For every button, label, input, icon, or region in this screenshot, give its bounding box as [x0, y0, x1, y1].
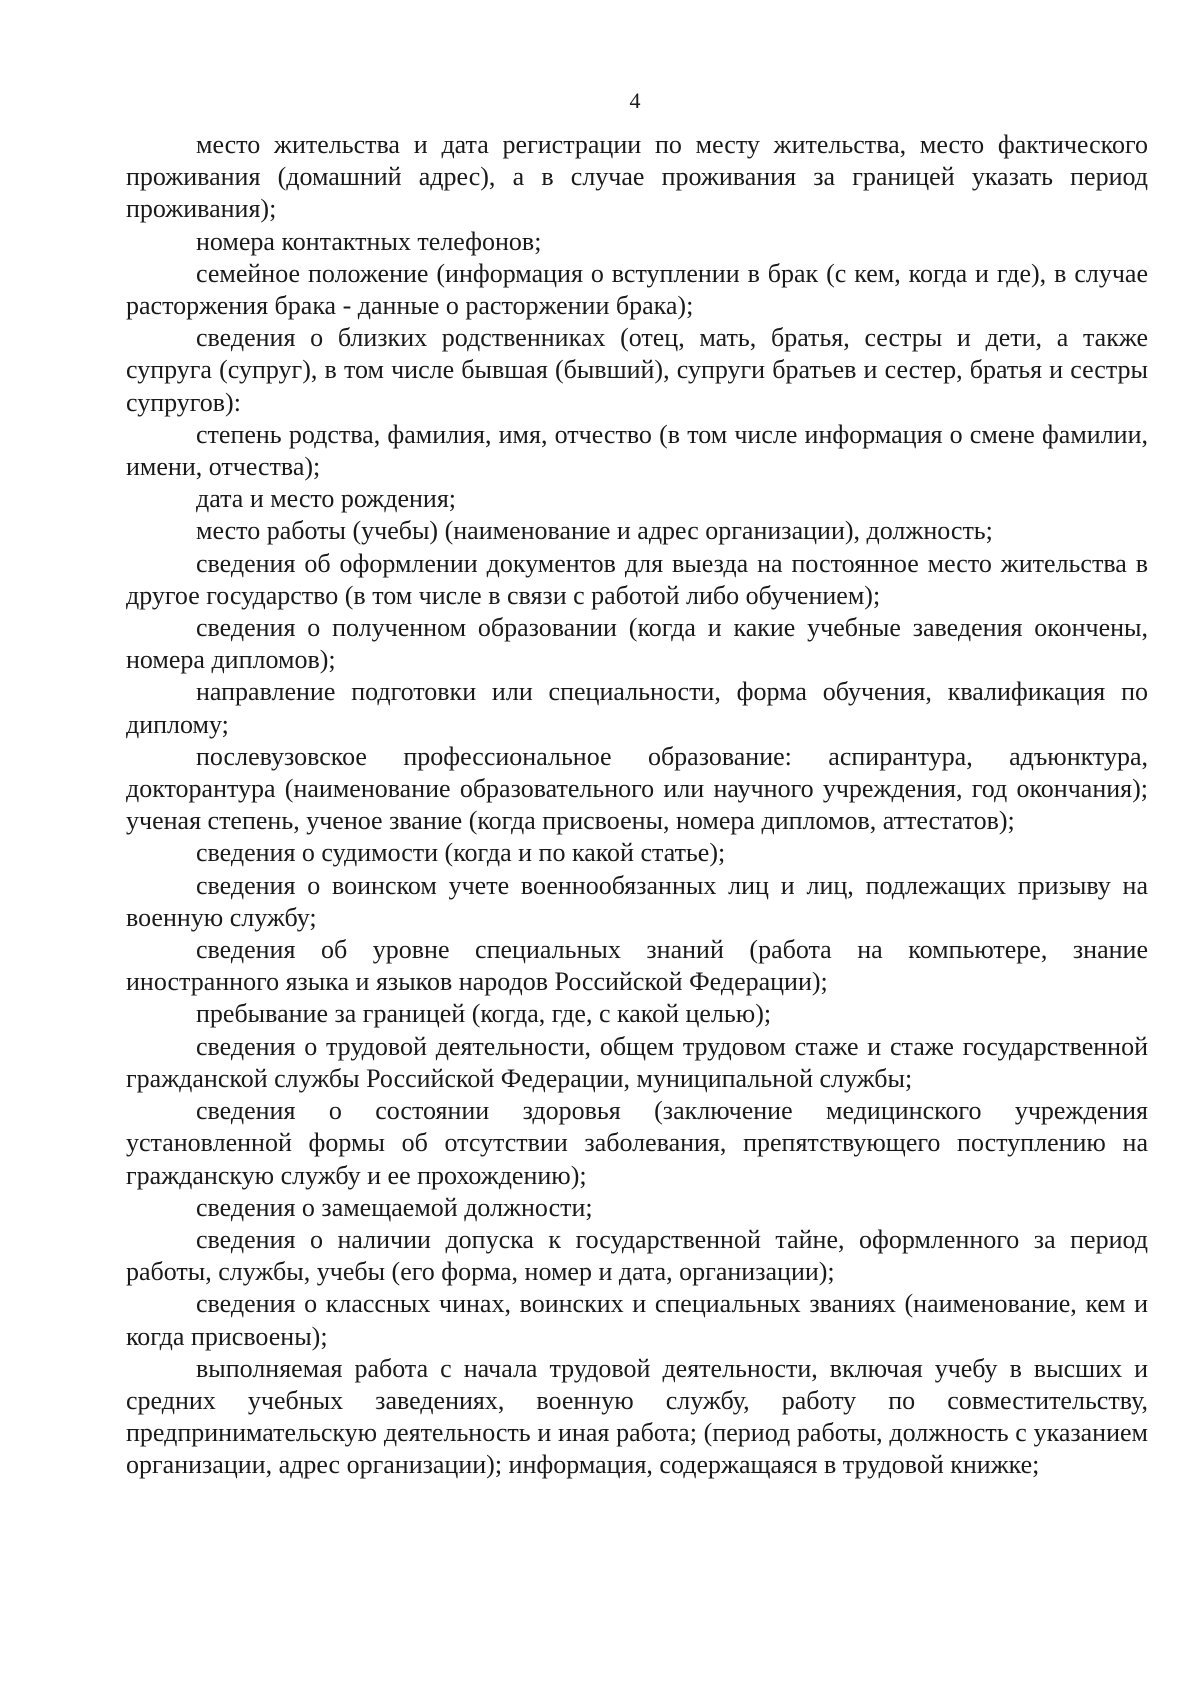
paragraph-residence: место жительства и дата регистрации по месту жительства, место фактического проживания (домашний адрес), а в случае проживания за границей указать период проживания); — [126, 130, 1148, 224]
paragraph-education: сведения о полученном образовании (когда и какие учебные заведения окончены, номера дипломов); — [126, 613, 1148, 675]
paragraph-workplace: место работы (учебы) (наименование и адрес организации), должность; — [196, 516, 993, 546]
paragraph-kinship: степень родства, фамилия, имя, отчество (в том числе информация о смене фамилии, имени, отчества); — [126, 419, 1148, 482]
paragraph-emigration: сведения об оформлении документов для выезда на постоянное место жительства в другое государство (в том числе в связи с работой либо обучением); — [126, 548, 1148, 610]
paragraph-marital-status: семейное положение (информация о вступлении в брак (с кем, когда и где), в случае расторжения брака - данные о расторжении брака); — [126, 258, 1148, 321]
paragraph-special-skills: сведения об уровне специальных знаний (работа на компьютере, знание иностранного языка и языков народов Российской Федерации); — [126, 935, 1148, 997]
paragraph-employment: сведения о трудовой деятельности, общем трудовом стаже и стаже государственной гражданской службы Российской Федерации, муниципальной службы; — [126, 1031, 1148, 1093]
paragraph-criminal-record: сведения о судимости (когда и по какой статье); — [196, 838, 726, 868]
paragraph-military-registration: сведения о воинском учете военнообязанных лиц и лиц, подлежащих призыву на военную службу; — [126, 870, 1148, 932]
paragraph-health: сведения о состоянии здоровья (заключение медицинского учреждения установленной формы об отсутствии заболевания, препятствующего поступлению на гражданскую службу и ее прохождению); — [126, 1096, 1148, 1190]
paragraph-birth: дата и место рождения; — [196, 484, 457, 514]
paragraph-clearance: сведения о наличии допуска к государственной тайне, оформленного за период работы, службы, учебы (его форма, номер и дата, организации); — [126, 1224, 1148, 1287]
document-body — [126, 129, 1148, 1482]
paragraph-abroad: пребывание за границей (когда, где, с какой целью); — [196, 999, 772, 1029]
paragraph-specialty: направление подготовки или специальности, форма обучения, квалификация по диплому; — [126, 677, 1148, 739]
paragraph-ranks: сведения о классных чинах, воинских и специальных званиях (наименование, кем и когда присвоены); — [126, 1289, 1148, 1351]
paragraph-relatives: сведения о близких родственниках (отец, мать, братья, сестры и дети, а также супруга (супруг), в том числе бывшая (бывший), супруги братьев и сестер, братья и сестры супругов): — [126, 323, 1148, 417]
paragraph-phones: номера контактных телефонов; — [196, 226, 542, 256]
page-number: 4 — [629, 88, 641, 113]
paragraph-position: сведения о замещаемой должности; — [196, 1192, 593, 1222]
paragraph-postgraduate: послевузовское профессиональное образование: аспирантура, адъюнктура, докторантура (наименование образовательного или научного учреждения, год окончания); ученая степень, ученое звание (когда присвоены, номера дипломов, аттестатов); — [126, 741, 1148, 836]
paragraph-work-history: выполняемая работа с начала трудовой деятельности, включая учебу в высших и средних учебных заведениях, военную службу, работу по совместительству, предпринимательскую деятельность и иная работа; (период работы, должность с указанием организации, адрес организации); информация, содержащаяся в трудовой книжке; — [126, 1353, 1148, 1480]
